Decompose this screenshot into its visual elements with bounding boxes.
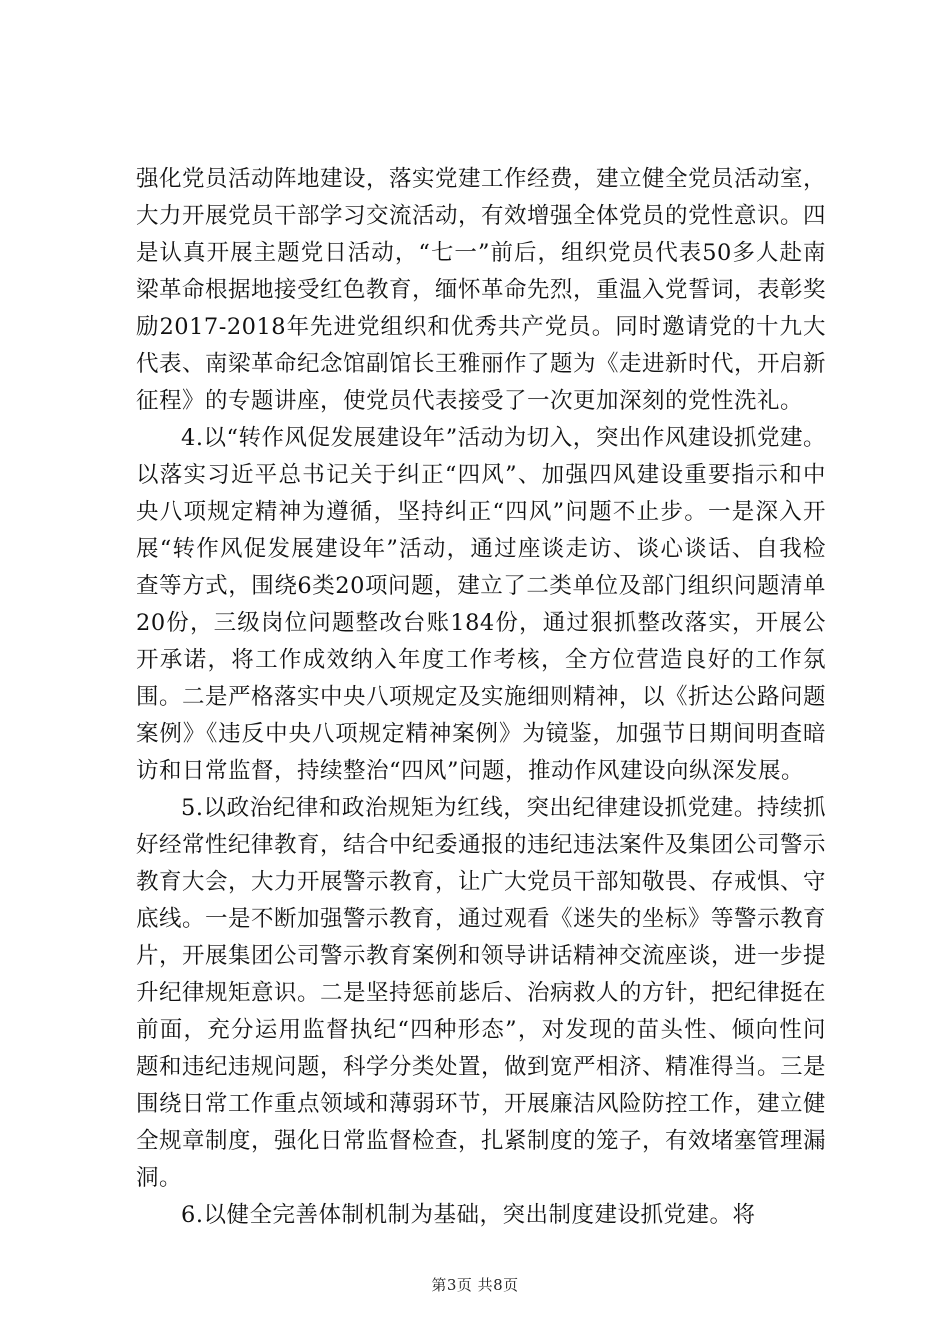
document-body bbox=[136, 161, 826, 1234]
paragraph-party-activity: 强化党员活动阵地建设，落实党建工作经费，建立健全党员活动室，大力开展党员干部学习交流活动，有效增强全体党员的党性意识。四是认真开展主题党日活动，“七一”前后，组织党员代表50多人赴南梁革命根据地接受红色教育，缅怀革命先烈，重温入党誓词，表彰奖励2017-2018年先进党组织和优秀共产党员。同时邀请党的十九大代表、南梁革命纪念馆副馆长王雅丽作了题为《走进新时代，开启新征程》的专题讲座，使党员代表接受了一次更加深刻的党性洗礼。 bbox=[136, 166, 827, 414]
page-number-footer: 第3页 共8页 bbox=[431, 1276, 519, 1294]
paragraph-institution: 6.以健全完善体制机制为基础，突出制度建设抓党建。将 bbox=[181, 1202, 756, 1228]
paragraph-work-style: 4.以“转作风促发展建设年”活动为切入，突出作风建设抓党建。以落实习近平总书记关于纠正“四风”、加强四风建设重要指示和中央八项规定精神为遵循，坚持纠正“四风”问题不止步。一是深入开展“转作风促发展建设年”活动，通过座谈走访、谈心谈话、自我检查等方式，围绕6类20项问题，建立了二类单位及部门组织问题清单20份，三级岗位问题整改台账184份，通过狠抓整改落实，开展公开承诺，将工作成效纳入年度工作考核，全方位营造良好的工作氛围。二是严格落实中央八项规定及实施细则精神，以《折达公路问题案例》《违反中央八项规定精神案例》为镜鉴，加强节日期间明查暗访和日常监督，持续整治“四风”问题，推动作风建设向纵深发展。 bbox=[136, 425, 827, 784]
paragraph-discipline: 5.以政治纪律和政治规矩为红线，突出纪律建设抓党建。持续抓好经常性纪律教育，结合中纪委通报的违纪违法案件及集团公司警示教育大会，大力开展警示教育，让广大党员干部知敬畏、存戒惧、守底线。一是不断加强警示教育，通过观看《迷失的坐标》等警示教育片，开展集团公司警示教育案例和领导讲话精神交流座谈，进一步提升纪律规矩意识。二是坚持惩前毖后、治病救人的方针，把纪律挺在前面，充分运用监督执纪“四种形态”，对发现的苗头性、倾向性问题和违纪违规问题，科学分类处置，做到宽严相济、精准得当。三是围绕日常工作重点领域和薄弱环节，开展廉洁风险防控工作，建立健全规章制度，强化日常监督检查，扎紧制度的笼子，有效堵塞管理漏洞。 bbox=[136, 795, 827, 1191]
